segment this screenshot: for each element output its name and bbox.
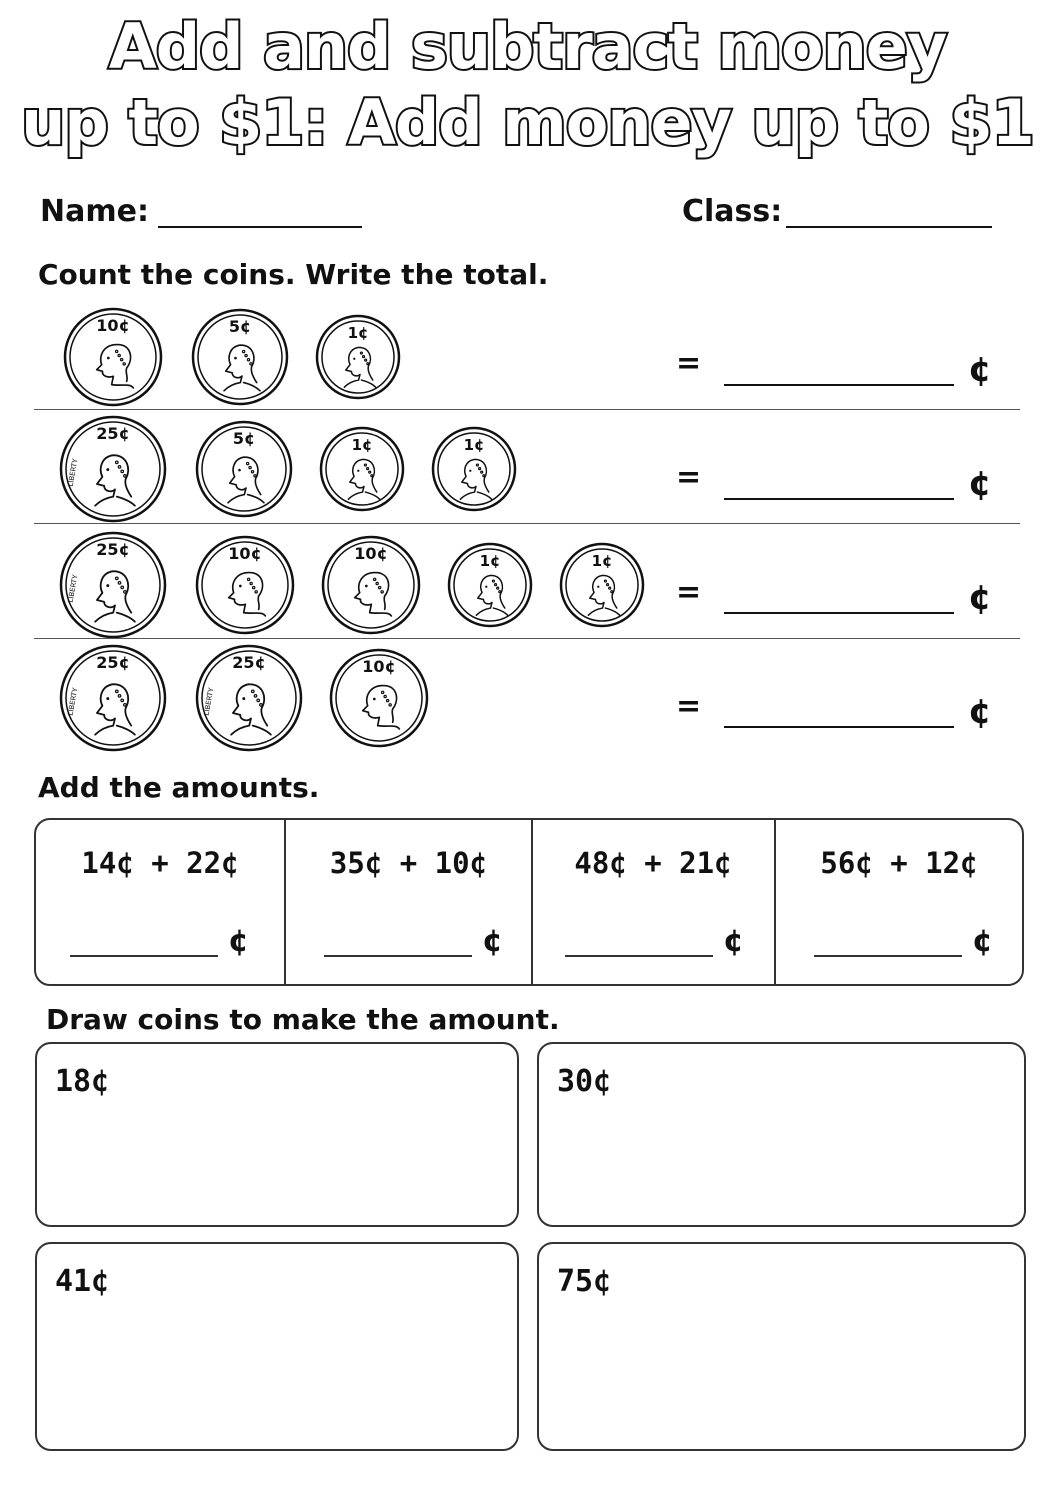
cent-sign: ¢ <box>968 692 992 732</box>
penny-coin <box>314 313 402 401</box>
quarter-coin <box>58 643 168 753</box>
nickel-coin <box>194 419 294 519</box>
worksheet-title-line-2: up to $1: Add money up to $1 <box>21 86 1034 159</box>
cent-sign: ¢ <box>972 924 993 959</box>
penny-coin <box>446 541 534 629</box>
draw-coins-box[interactable] <box>537 1042 1026 1227</box>
cent-sign: ¢ <box>968 350 992 390</box>
penny-coin <box>430 425 518 513</box>
addition-expression: 35¢ + 10¢ <box>329 846 488 880</box>
worksheet-title-line-1: Add and subtract money <box>108 10 947 83</box>
coin-value-label: 25¢ <box>96 653 130 672</box>
total-answer-line[interactable] <box>724 384 954 386</box>
coin-value-label: 10¢ <box>228 544 262 563</box>
liberty-inscription: LIBERTY <box>66 687 80 717</box>
coin-value-label: 1¢ <box>479 552 501 570</box>
cent-sign: ¢ <box>482 924 503 959</box>
penny-coin <box>558 541 646 629</box>
draw-coins-box[interactable] <box>35 1042 519 1227</box>
count-coins-heading: Count the coins. Write the total. <box>38 258 549 291</box>
equals-sign: = <box>676 575 702 610</box>
addition-expression: 48¢ + 21¢ <box>574 846 732 880</box>
class-answer-line[interactable] <box>786 226 992 228</box>
sum-answer-line[interactable] <box>70 955 218 957</box>
coin-value-label: 1¢ <box>351 436 373 454</box>
coin-value-label: 1¢ <box>463 436 485 454</box>
target-amount: 30¢ <box>557 1064 612 1099</box>
name-label: Name: <box>40 194 149 229</box>
nickel-coin <box>190 307 290 407</box>
coin-value-label: 25¢ <box>96 424 130 443</box>
quarter-coin <box>58 530 168 640</box>
addition-problem <box>36 820 284 984</box>
row-divider <box>34 638 1020 639</box>
class-label: Class: <box>682 194 783 229</box>
dime-coin <box>320 534 422 636</box>
row-divider <box>34 523 1020 524</box>
coin-value-label: 25¢ <box>96 540 130 559</box>
equals-sign: = <box>676 460 702 495</box>
target-amount: 75¢ <box>557 1264 612 1299</box>
coin-value-label: 10¢ <box>96 316 130 335</box>
coin-value-label: 10¢ <box>354 544 388 563</box>
addition-problem <box>533 820 773 984</box>
addition-problem <box>776 820 1022 984</box>
sum-answer-line[interactable] <box>814 955 962 957</box>
equals-sign: = <box>676 346 702 381</box>
dime-coin <box>328 647 430 749</box>
coin-value-label: 10¢ <box>362 657 396 676</box>
equals-sign: = <box>676 689 702 724</box>
draw-coins-box[interactable] <box>35 1242 519 1451</box>
sum-answer-line[interactable] <box>565 955 713 957</box>
addition-problem <box>286 820 531 984</box>
cent-sign: ¢ <box>968 464 992 504</box>
total-answer-line[interactable] <box>724 498 954 500</box>
quarter-coin <box>194 643 304 753</box>
liberty-inscription: LIBERTY <box>66 574 80 604</box>
addition-expression: 56¢ + 12¢ <box>820 846 978 880</box>
cent-sign: ¢ <box>228 924 249 959</box>
liberty-inscription: LIBERTY <box>202 687 216 717</box>
liberty-inscription: LIBERTY <box>66 458 80 488</box>
dime-coin <box>194 534 296 636</box>
penny-coin <box>318 425 406 513</box>
sum-answer-line[interactable] <box>324 955 472 957</box>
coin-value-label: 5¢ <box>232 429 256 448</box>
row-divider <box>34 409 1020 410</box>
name-answer-line[interactable] <box>158 226 362 228</box>
coin-value-label: 25¢ <box>232 653 266 672</box>
target-amount: 41¢ <box>55 1264 110 1299</box>
quarter-coin <box>58 414 168 524</box>
addition-expression: 14¢ + 22¢ <box>81 846 239 880</box>
addition-problems-box <box>34 818 1024 986</box>
add-amounts-heading: Add the amounts. <box>38 771 320 804</box>
coin-value-label: 5¢ <box>228 317 252 336</box>
cent-sign: ¢ <box>968 578 992 618</box>
coin-value-label: 1¢ <box>347 324 369 342</box>
total-answer-line[interactable] <box>724 726 954 728</box>
cent-sign: ¢ <box>723 924 744 959</box>
draw-coins-box[interactable] <box>537 1242 1026 1451</box>
dime-coin <box>62 306 164 408</box>
coin-value-label: 1¢ <box>591 552 613 570</box>
total-answer-line[interactable] <box>724 612 954 614</box>
draw-coins-heading: Draw coins to make the amount. <box>46 1003 560 1036</box>
target-amount: 18¢ <box>55 1064 110 1099</box>
